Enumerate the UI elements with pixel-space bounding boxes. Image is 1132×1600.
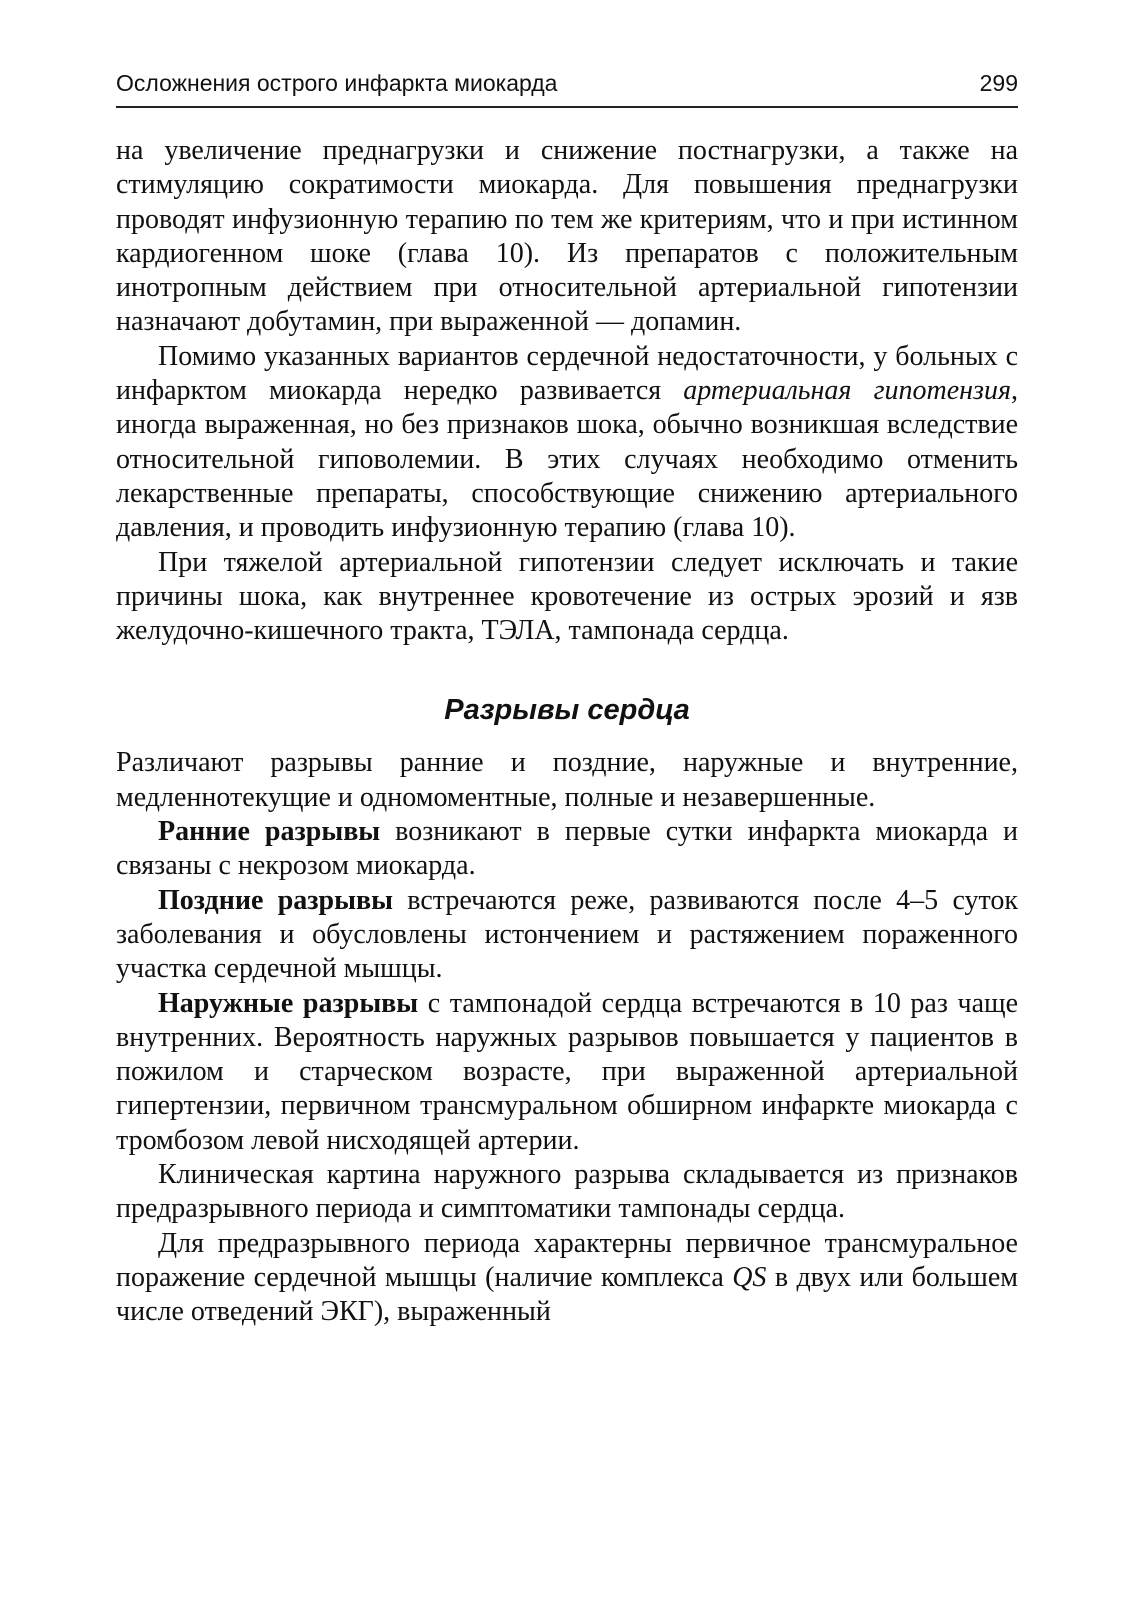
paragraph-text: с тампонадой сердца встречаются в 10 раз чаще внутренних. Вероятность наружных разрывов повышается у пациентов в пожилом и старческом возрасте, при выраженной артериальной гипертензии, первичном трансмуральном обширном инфаркте миокарда с тромбозом левой нисходящей артерии. xyxy=(116,987,1018,1156)
paragraph-text: возникают в первые сутки инфаркта миокарда и связаны с некрозом миокарда. xyxy=(116,816,1018,882)
body-text xyxy=(116,134,1018,1330)
paragraph-arterial-hypotension xyxy=(116,340,1018,546)
paragraph-rupture-types: Различают разрывы ранние и поздние, наружные и внутренние, медленнотекущие и одномоментные, полные и незавершенные. xyxy=(116,747,1018,813)
paragraph-severe-hypotension: При тяжелой артериальной гипотензии следует исключать и такие причины шока, как внутреннее кровотечение из острых эрозий и язв желудочно-кишечного тракта, ТЭЛА, тампонада сердца. xyxy=(116,546,1018,647)
bold-term-external-ruptures: Наружные разрывы xyxy=(158,987,419,1019)
paragraph-preload-afterload: на увеличение преднагрузки и снижение постнагрузки, а также на стимуляцию сократимости миокарда. Для повышения преднагрузки проводят инфузионную терапию по тем же критериям, что и при истинном кардиогенном шоке (глава 10). Из препаратов с положительным инотропным действием при относительной артериальной гипотензии назначают добутамин, при выраженной — допамин. xyxy=(116,135,1018,338)
paragraph-text: встречаются реже, развиваются после 4–5 суток заболевания и обусловлены истончением и растяжением пораженного участка сердечной мышцы. xyxy=(116,884,1019,985)
page-number: 299 xyxy=(979,70,1018,96)
paragraph-text: в двух или большем числе отведений ЭКГ), выраженный xyxy=(116,1261,1018,1328)
section-heading: Разрывы сердца xyxy=(444,694,690,727)
running-header xyxy=(116,66,1018,108)
paragraph-prerupture-period xyxy=(116,1227,1018,1330)
bold-term-early-ruptures: Ранние разрывы xyxy=(158,816,381,848)
running-title: Осложнения острого инфаркта миокарда xyxy=(116,70,558,96)
paragraph-text: Для предразрывного периода характерны первичное трансмуральное поражение сердечной мышцы (наличие комплекса xyxy=(116,1227,1018,1293)
paragraph-external-ruptures xyxy=(116,987,1018,1158)
paragraph-text: Помимо указанных вариантов сердечной недостаточности, у больных с инфарктом миокарда нередко развивается xyxy=(116,340,1018,407)
italic-term-qs: QS xyxy=(732,1261,767,1293)
italic-term-arterial-hypotension: артериальная гипотензия xyxy=(683,375,1012,407)
bold-term-late-ruptures: Поздние разрывы xyxy=(158,884,393,916)
paragraph-late-ruptures xyxy=(116,884,1018,987)
paragraph-text: , иногда выраженная, но без признаков шока, обычно возникшая вследствие относительной гиповолемии. В этих случаях необходимо отменить лекарственные препараты, способствующие снижению артериального давления, и проводить инфузионную терапию (глава 10). xyxy=(116,375,1019,544)
paragraph-early-ruptures xyxy=(116,815,1018,884)
paragraph-clinical-picture: Клиническая картина наружного разрыва складывается из признаков предразрывного периода и симптоматики тампонады сердца. xyxy=(116,1159,1018,1225)
